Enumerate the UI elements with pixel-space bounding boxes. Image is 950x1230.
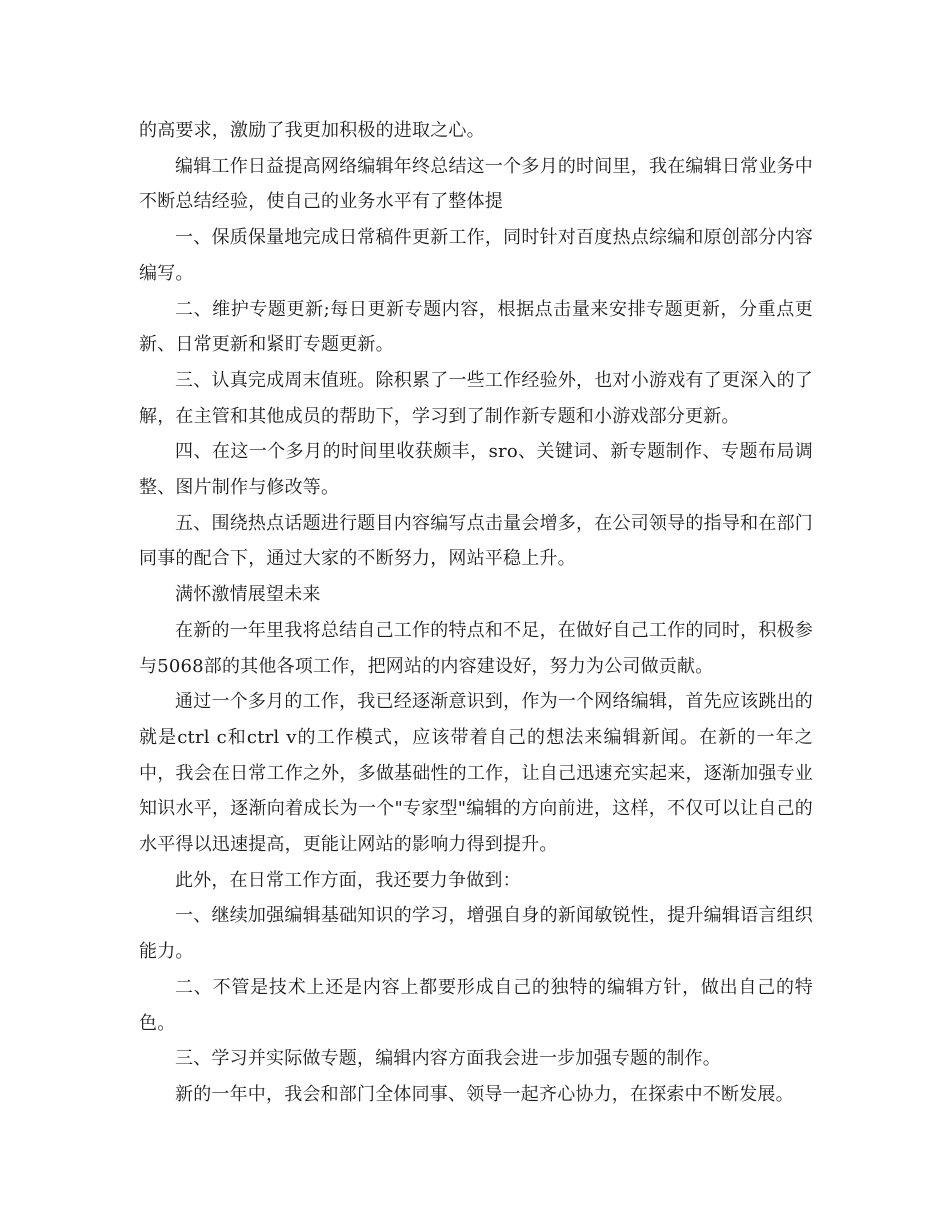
paragraph-intro: 编辑工作日益提高网络编辑年终总结这一个多月的时间里，我在编辑日常业务中不断总结经验，使自己的业务水平有了整体提 <box>139 155 813 213</box>
paragraph-item-5: 五、围绕热点话题进行题目内容编写点击量会增多，在公司领导的指导和在部门同事的配合下，通过大家的不断努力，网站平稳上升。 <box>139 512 813 570</box>
paragraph-item-4: 四、在这一个多月的时间里收获颇丰，sro、关键词、新专题制作、专题布局调整、图片制作与修改等。 <box>139 441 813 499</box>
paragraph-item-1: 一、保质保量地完成日常稿件更新工作，同时针对百度热点综编和原创部分内容编写。 <box>139 227 813 284</box>
paragraph-goals-intro: 此外，在日常工作方面，我还要力争做到： <box>175 869 521 891</box>
paragraph-item-3: 三、认真完成周末值班。除积累了一些工作经验外，也对小游戏有了更深入的了解，在主管和其他成员的帮助下，学习到了制作新专题和小游戏部分更新。 <box>139 369 813 427</box>
paragraph-plan: 在新的一年里我将总结自己工作的特点和不足，在做好自己工作的同时，积极参与5068部的其他各项工作，把网站的内容建设好，努力为公司做贡献。 <box>139 619 813 677</box>
paragraph-goal-2: 二、不管是技术上还是内容上都要形成自己的独特的编辑方针，做出自己的特色。 <box>139 976 813 1034</box>
paragraph-closing: 新的一年中，我会和部门全体同事、领导一起齐心协力，在探索中不断发展。 <box>175 1083 794 1105</box>
section-heading: 满怀激情展望未来 <box>175 584 321 606</box>
paragraph-goal-3: 三、学习并实际做专题，编辑内容方面我会进一步加强专题的制作。 <box>175 1048 721 1070</box>
document-body <box>139 113 813 1113</box>
paragraph-item-2: 二、维护专题更新;每日更新专题内容，根据点击量来安排专题更新，分重点更新、日常更新和紧盯专题更新。 <box>139 298 813 356</box>
paragraph-continuation: 的高要求，激励了我更加积极的进取之心。 <box>139 120 485 141</box>
paragraph-goal-1: 一、继续加强编辑基础知识的学习，增强自身的新闻敏锐性，提升编辑语言组织能力。 <box>139 905 813 963</box>
paragraph-reflection: 通过一个多月的工作，我已经逐渐意识到，作为一个网络编辑，首先应该跳出的就是ctrl c和ctrl v的工作模式，应该带着自己的想法来编辑新闻。在新的一年之中，我会在日常工作之外，多做基础性的工作，让自己迅速充实起来，逐渐加强专业知识水平，逐渐向着成长为一个"专家型"编辑的方向前进，这样，不仅可以让自己的水平得以迅速提高，更能让网站的影响力得到提升。 <box>139 691 813 856</box>
